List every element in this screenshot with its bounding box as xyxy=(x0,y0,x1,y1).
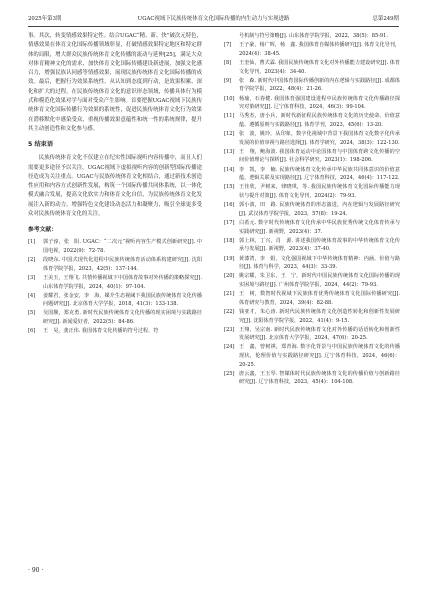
reference-number: [12] xyxy=(224,131,235,138)
reference-number: [7] xyxy=(224,42,232,49)
reference-item-continued xyxy=(224,32,400,41)
reference-item xyxy=(224,290,400,307)
reference-number: [9] xyxy=(224,77,232,84)
reference-item xyxy=(28,327,202,336)
reference-item xyxy=(224,219,400,236)
section-title: 5 结束语 xyxy=(28,141,54,149)
references-title: 参考文献： xyxy=(28,227,57,234)
reference-text: 张 森. 新时代中国体育国际传播创新的内在逻辑与实践路径[J]. 成都体育学院学报，2022，48(4)：21-26. xyxy=(239,77,400,93)
reference-number: [25] xyxy=(224,370,235,377)
reference-number: [19] xyxy=(224,255,235,262)
reference-text: 王翔，吴宗南. 新时代民族传统体育文化对外传播的话语转化和创新性发展研究[J]. 北京体育大学学报，2024，47(6)：20-25. xyxy=(239,326,400,342)
reference-item xyxy=(28,256,202,273)
reference-number: [22] xyxy=(224,308,235,315)
reference-item xyxy=(224,326,400,343)
reference-text: 吴国顺，郑克勇. 新时代民族传统体育文化传播的现实困境与实践路径研究[J]. 新闻爱好者，2022(5)：84-86. xyxy=(43,310,202,326)
body-paragraph: 民族传统体育文化不仅建立在纪实性国际视听内容传播中，而且人们需要更多途径予以关注，UGAC视域下虚拟视听内容的创新型国际传播途径造成为关注重点。UGAC与民族传统体育文化相结合，通过新技术创造性应用和内容方式创新性发展，构筑一个国际传播共同体系统，以一体化模式融合发展，提高文化软实力和体育文化自信，为民族传统体育文化发展注入新的动力，增强特色文化建设动态活力和凝聚力，吸引全球更多受众对民族传统体育文化的关注。 xyxy=(28,155,202,218)
reference-text: 号机制与符号策略[J]. 山东体育学院学报，2022，38(5)：85-91. xyxy=(239,33,389,39)
reference-item xyxy=(224,370,400,387)
reference-number: [3] xyxy=(28,274,36,281)
reference-number: [17] xyxy=(224,220,235,226)
reference-text: 姜耀君，张金安，李 海，媒介生态视阈下我国民族传统体育文化传播问题研究[J]. 北京体育大学学报，2018，41(3)：133-138. xyxy=(43,292,202,308)
reference-number: [11] xyxy=(224,113,235,120)
reference-number: [16] xyxy=(224,202,235,209)
reference-item xyxy=(28,238,202,255)
reference-item xyxy=(224,308,400,325)
reference-number: [23] xyxy=(224,326,235,333)
reference-number: [18] xyxy=(224,237,235,244)
header-total-issue: 总第249期 xyxy=(372,16,399,22)
reference-text: 杨瑜，石春健. 我国体育强国建设进程中民族传统体育文化传播路径探究对策研究[J]. 辽宁体育科技，2024，46(3)：99-104. xyxy=(239,95,400,111)
reference-text: 郭小波，田 路. 民族传统体育的形态演进，内在逻辑与发展路径研究[J]. 武汉体育学院学报，2023，57(8)：19-24. xyxy=(239,202,400,217)
reference-number: [15] xyxy=(224,184,235,191)
header-issue: 2025年第3期 xyxy=(28,16,62,22)
reference-item xyxy=(224,148,400,165)
reference-item xyxy=(224,255,400,272)
body-paragraph: 事。其次，转变情感效果特定性。结合UGAC“精、新、快”破次元特色，情感效果在体育文化国际传播领域彰显，打破情感效果特定地区和特定群体的局限，增大群众民族传统体育文化传播的流动与延伸[25]，满足大众对体育精神文化的需求，加快体育文化国际传播建设新进展，加强文化感召力，增强民族认同感等情感效果，展现民族传统体育文化国际传播的成效。最后，把握行为效果系统性。从认知到态度到行动，是效果积累、深化和扩大的过程，在民族传统体育文化的意识形态领域，传播具体行为模式和模范化效果对学与面对受众产生影响。首要把握UGAC视域下民族传统体育文化国际传播行为效果的系统性，促进民族传统体育文化行为效果在潜移默化中感染受众，重视传播效果意蕴性和统一性的系统规律，提升其主动创造性和文化参与感。 xyxy=(28,33,202,132)
right-column xyxy=(224,32,400,388)
reference-number: [20] xyxy=(224,273,235,280)
reference-item xyxy=(224,77,400,94)
reference-item xyxy=(224,183,400,200)
reference-item xyxy=(224,41,400,58)
reference-item xyxy=(224,112,400,129)
reference-text: 唐云鑫，王玉琴. 智媒体时代民族传统体育文化的传播价值与创新路径研究[J]. 辽宁体育科技，2023，45(4)：104-108. xyxy=(239,370,400,386)
reference-number: [6] xyxy=(28,328,36,335)
reference-text: 黄漆湾，李 娟，文化强国视域下中华传统体育精神：内涵，价值与路径[J]. 体育与科学，2023，44(3)：33-39. xyxy=(239,255,400,271)
reference-number: [5] xyxy=(28,310,36,317)
reference-text: 姚宗耀，朱卫东，王 宁，新时代中国民族传统体育文化国际传播的现实困境与路径[J]. 广州体育学院学报，2024，44(2)：79-93. xyxy=(239,273,400,288)
reference-item xyxy=(224,95,400,112)
reference-text: 王 翔，鲍海波. 我国体育运动中论国体育与中国体育跨文化传播的空间价值理论与探析[J]. 社会科学研究，2023(1)：198-206. xyxy=(239,148,400,164)
reference-text: 王 昊，龚正伟. 我国体育文化传播的符号过程，符 xyxy=(43,328,159,335)
reference-item xyxy=(224,59,400,76)
reference-text: 郭子淳，张 阳. UGAC：“二次元”视听内容生产模式创新研究[J]. 中国电视，2022(9)：72-78. xyxy=(43,239,202,254)
reference-text: 李 凯，李 楠. 民族传统体育文化传承中华民族共同体意识的价值意蕴，逻辑关联及实现路径[J]. 辽宁体育科技，2024，46(4)：117-122. xyxy=(239,166,400,182)
reference-item xyxy=(28,309,202,326)
reference-text: 王 鑫，曾树祺，郑青海. 数字化背景与中国民族传统体育文化的传播现状，伦理价值与实践路径研究[J]. 辽宁体育科技，2024，46(6)：20-25. xyxy=(239,344,400,368)
references-list-left xyxy=(28,238,202,336)
header-rule xyxy=(28,26,399,27)
reference-number: [2] xyxy=(28,257,36,264)
reference-number: [14] xyxy=(224,166,235,173)
reference-number: [1] xyxy=(28,239,36,246)
reference-item xyxy=(224,166,400,183)
reference-text: 张 波，姚玲，从印象，数字化视域中背景下我国体育文化数字化传承发展的价值审视与路径选择[J]. 体育学研究，2024，38(3)：122-130. xyxy=(239,131,400,146)
reference-text: 王美玉，王翔飞. 共情传播视域下中国体育故事对外传播的策略探究[J]. 山东体育学院学报，2024，40(1)：97-104. xyxy=(43,274,202,290)
reference-number: [4] xyxy=(28,292,36,299)
reference-text: 钱亚才，朱心涛. 新时代民族传统体育文化创造性转化和创新性发展研究[J]. 沈阳体育学院学报，2022，41(4)：9-15. xyxy=(239,308,400,324)
reference-text: 郭上林，丁兴，肖 源. 讲述我国传统体育故事的中华传统体育文化传承与发展[J]. 新视野，2023(4)：37-40. xyxy=(239,237,400,253)
reference-number: [24] xyxy=(224,344,235,351)
reference-text: 王佳欣，尹树来，律晓琪，等. 我国民族传统体育文化国际传播能力现状与提升对策[J]. 体育文化导刊，2024(2)：79-93. xyxy=(239,184,400,200)
reference-text: 王子豪，杨广辉，杨 鑫. 我国体育自媒体传播研究[J]. 体育文化导刊，2024(4)：38-45. xyxy=(239,42,400,57)
reference-text: 马秀杰，唐小兵，新时代新征程民族传统体育文化的历史使命、价值意蕴、遵循原则与实践路径[J]. 体育学刊，2023，45(6)：13-20. xyxy=(239,113,400,128)
reference-number: [13] xyxy=(224,148,235,155)
reference-item xyxy=(224,272,400,289)
reference-item xyxy=(224,237,400,254)
reference-item xyxy=(28,292,202,309)
running-header xyxy=(28,13,399,25)
reference-text: 白希元. 数字时代传统体育文化传承中华民族优秀传统文化体育传承与实践研究[J]. 新视野，2023(4)：37. xyxy=(239,220,400,235)
reference-number: [21] xyxy=(224,291,235,298)
page-number: · 90 · xyxy=(28,567,44,574)
left-column xyxy=(28,32,202,336)
reference-item xyxy=(28,274,202,291)
reference-text: 王 树，数智时代视域下民族体育优秀传统体育文化国际传播研究[J]. 体育研究与教育，2024，39(4)：82-88. xyxy=(239,291,400,306)
reference-item xyxy=(224,130,400,147)
reference-number: [8] xyxy=(224,59,232,66)
reference-item xyxy=(224,201,400,218)
reference-text: 段晓东. 中国式现代化进程中民族传统体育活动体系构建研究[J]. 沈阳体育学院学报，2023，42(5)：137-144. xyxy=(43,257,202,272)
reference-number: [10] xyxy=(224,95,235,102)
header-title: UGAC视域下民族传统体育文化国际传播的内生动力与实现进路 xyxy=(137,16,290,22)
reference-text: 王奎仙，曹式霖. 我国民族传统体育文化对外传播能力建设研究[J]. 体育文化导刊，2023(4)：34-40. xyxy=(239,59,400,75)
reference-item xyxy=(224,343,400,369)
